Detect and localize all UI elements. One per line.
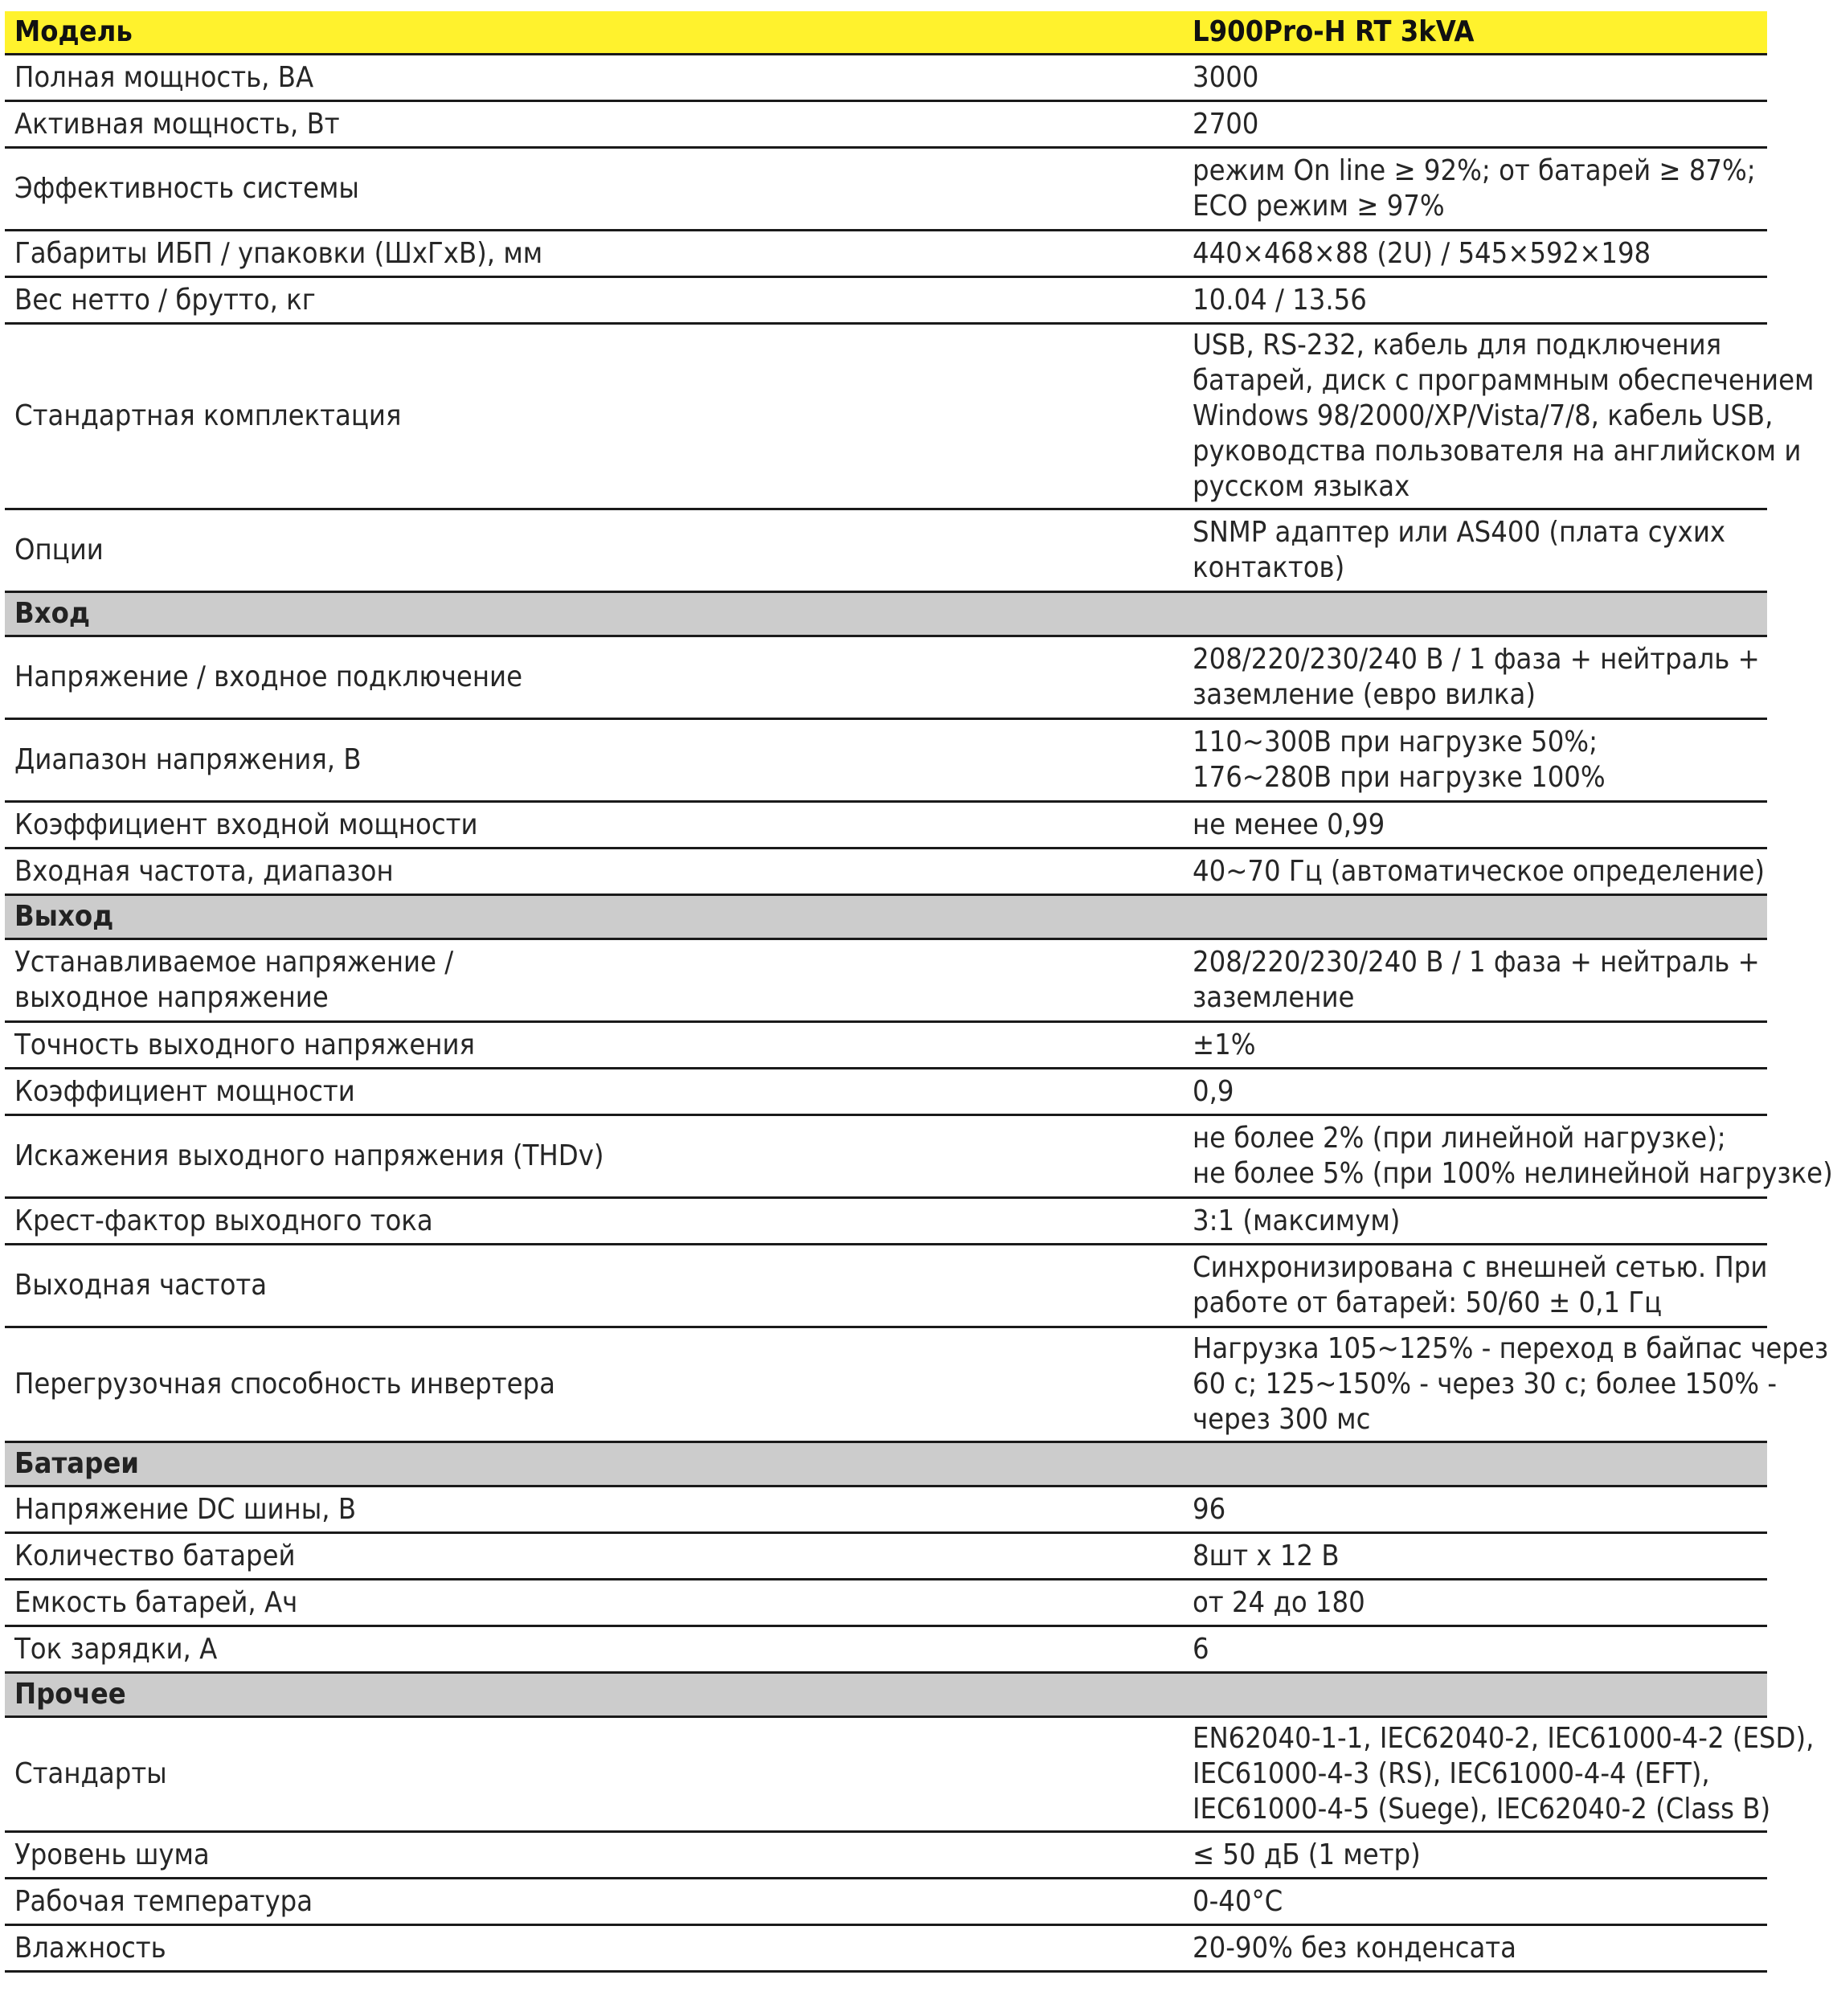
spec-label [5,55,1178,101]
spec-value-line: 10.04 / 13.56 [1193,283,1367,317]
spec-row [5,719,1767,802]
spec-value [1178,1832,1767,1879]
spec-value [1178,148,1767,231]
spec-label [5,849,1178,895]
spec-label [5,939,1178,1022]
spec-value-line: не более 5% (при 100% нелинейной нагрузке) [1193,1157,1833,1190]
spec-label-line: Влажность [14,1931,166,1965]
spec-value [1178,802,1767,849]
spec-label [5,101,1178,148]
spec-value-line: русском языках [1193,470,1410,503]
spec-value [1178,1069,1767,1115]
section-header-row [5,1442,1767,1486]
spec-value-line: 0-40°С [1193,1884,1283,1918]
spec-value-line: 40~70 Гц (автоматическое определение) [1193,854,1765,888]
spec-label-line: Габариты ИБП / упаковки (ШхГхВ), мм [14,236,543,270]
spec-value-line: 176~280В при нагрузке 100% [1193,761,1606,794]
spec-value [1178,1626,1767,1673]
spec-label-line: Напряжение / входное подключение [14,660,523,693]
spec-value [1178,1533,1767,1580]
spec-value [1178,939,1767,1022]
spec-value-line: 96 [1193,1492,1226,1526]
section-header-row [5,895,1767,939]
spec-label-line: Стандарты [14,1757,167,1790]
spec-value [1178,1486,1767,1533]
spec-label [5,1832,1178,1879]
spec-value-line: через 300 мс [1193,1403,1371,1436]
spec-label [5,1115,1178,1198]
spec-row [5,1832,1767,1879]
section-header-row [5,1673,1767,1717]
spec-row [5,939,1767,1022]
spec-row [5,1626,1767,1673]
model-header-row [5,11,1767,55]
spec-label [5,802,1178,849]
spec-label-line: Диапазон напряжения, В [14,743,362,776]
spec-label [5,1533,1178,1580]
spec-value-line: не менее 0,99 [1193,808,1385,841]
spec-value-line: 440×468×88 (2U) / 545×592×198 [1193,236,1651,270]
spec-value-line: USB, RS-232, кабель для подключения [1193,329,1722,362]
spec-row [5,1717,1767,1832]
section-header-row [5,592,1767,636]
spec-value [1178,1879,1767,1925]
spec-label-line: Активная мощность, Вт [14,107,340,141]
spec-row [5,849,1767,895]
spec-label [5,324,1178,509]
spec-label [5,636,1178,719]
spec-label [5,148,1178,231]
spec-value-line: IEC61000-4-5 (Suege), IEC62040-2 (Class B) [1193,1793,1771,1826]
spec-label [5,1626,1178,1673]
spec-label [5,1245,1178,1327]
spec-value-line: 208/220/230/240 В / 1 фаза + нейтраль + [1193,643,1760,676]
spec-label-line: Устанавливаемое напряжение / [14,946,454,979]
spec-row [5,802,1767,849]
spec-row [5,1245,1767,1327]
spec-value [1178,1925,1767,1972]
spec-label-line: Коэффициент входной мощности [14,808,478,841]
model-header-value: L900Pro-H RT 3kVA [1178,11,1767,55]
spec-value [1178,509,1767,592]
spec-label-line: выходное напряжение [14,981,329,1014]
spec-label [5,1717,1178,1832]
spec-value-line: 6 [1193,1632,1209,1666]
spec-row [5,148,1767,231]
section-title: Прочее [5,1673,1178,1717]
spec-label-line: Количество батарей [14,1539,296,1572]
spec-value [1178,277,1767,324]
spec-value-line: 208/220/230/240 В / 1 фаза + нейтраль + [1193,946,1760,979]
spec-value [1178,1717,1815,1832]
spec-label-line: Перегрузочная способность инвертера [14,1368,555,1401]
spec-label [5,1069,1178,1115]
spec-value-line: IEC61000-4-3 (RS), IEC61000-4-4 (EFT), [1193,1757,1710,1790]
spec-row [5,1533,1767,1580]
section-title: Батареи [5,1442,1178,1486]
spec-label [5,1198,1178,1245]
spec-value-line: работе от батарей: 50/60 ± 0,1 Гц [1193,1286,1663,1319]
spec-value-line: 20-90% без конденсата [1193,1931,1516,1965]
spec-value-line: ±1% [1193,1028,1256,1061]
spec-value-line: 60 с; 125~150% - через 30 с; более 150% - [1193,1368,1778,1401]
spec-value-line: 3000 [1193,60,1259,94]
spec-table-body [5,11,1833,1972]
section-header-empty-cell [1178,592,1767,636]
model-header-label: Модель [5,11,1178,55]
spec-label-line: Эффективность системы [14,172,359,205]
spec-value-line: режим On line ≥ 92%; от батарей ≥ 87%; [1193,154,1756,187]
spec-row [5,324,1767,509]
spec-row [5,1327,1767,1442]
spec-label-line: Рабочая температура [14,1884,313,1918]
spec-label-line: Вес нетто / брутто, кг [14,283,316,317]
spec-value [1178,1022,1767,1069]
spec-value-line: Windows 98/2000/XP/Vista/7/8, кабель USB, [1193,399,1774,432]
spec-label [5,1486,1178,1533]
spec-label [5,1022,1178,1069]
spec-value [1178,324,1815,509]
spec-value-line: 2700 [1193,107,1259,141]
spec-label-line: Полная мощность, ВА [14,60,314,94]
spec-label-line: Емкость батарей, Ач [14,1585,298,1619]
spec-value-line: контактов) [1193,551,1345,584]
spec-label-line: Коэффициент мощности [14,1074,355,1108]
spec-label [5,719,1178,802]
spec-value-line: 110~300В при нагрузке 50%; [1193,726,1598,759]
spec-value [1178,1115,1833,1198]
spec-label-line: Ток зарядки, А [14,1632,218,1666]
spec-row [5,1115,1767,1198]
spec-value-line: ≤ 50 дБ (1 метр) [1193,1838,1421,1871]
spec-value [1178,1327,1829,1442]
spec-value [1178,636,1767,719]
spec-label [5,231,1178,277]
spec-value-line: SNMP адаптер или AS400 (плата сухих [1193,516,1726,549]
spec-row [5,1198,1767,1245]
spec-row [5,509,1767,592]
spec-value [1178,719,1767,802]
spec-value-line: Синхронизирована с внешней сетью. При [1193,1251,1768,1284]
spec-label-line: Искажения выходного напряжения (THDv) [14,1139,604,1172]
spec-value-line: ECO режим ≥ 97% [1193,190,1445,223]
spec-value-line: 0,9 [1193,1074,1234,1108]
spec-label [5,277,1178,324]
section-header-empty-cell [1178,1442,1767,1486]
spec-value [1178,849,1767,895]
spec-label-line: Опции [14,534,104,566]
spec-value-line: руководства пользователя на английском и [1193,435,1802,468]
spec-value-line: от 24 до 180 [1193,1585,1365,1619]
spec-row [5,101,1767,148]
spec-label [5,1879,1178,1925]
spec-label-line: Стандартная комплектация [14,399,402,432]
spec-row [5,231,1767,277]
spec-sheet [5,11,1833,1973]
spec-row [5,1022,1767,1069]
spec-value-line: не более 2% (при линейной нагрузке); [1193,1122,1726,1155]
spec-label [5,1327,1178,1442]
spec-table [5,11,1833,1973]
section-title: Выход [5,895,1178,939]
spec-label-line: Уровень шума [14,1838,210,1871]
spec-label [5,1925,1178,1972]
spec-value-line: 3:1 (максимум) [1193,1204,1401,1237]
spec-row [5,1580,1767,1626]
spec-value-line: EN62040-1-1, IEC62040-2, IEC61000-4-2 (ESD), [1193,1722,1815,1755]
spec-label-line: Выходная частота [14,1269,268,1302]
spec-row [5,1879,1767,1925]
spec-row [5,277,1767,324]
spec-value-line: заземление [1193,981,1355,1014]
spec-value [1178,1245,1767,1327]
spec-row [5,55,1767,101]
spec-value [1178,1198,1767,1245]
spec-value-line: 8шт x 12 В [1193,1539,1340,1572]
spec-value-line: Нагрузка 105~125% - переход в байпас через [1193,1332,1829,1365]
section-title: Вход [5,592,1178,636]
spec-value [1178,1580,1767,1626]
section-header-empty-cell [1178,895,1767,939]
spec-value-line: заземление (евро вилка) [1193,678,1536,711]
section-header-empty-cell [1178,1673,1767,1717]
spec-row [5,1925,1767,1972]
spec-label-line: Напряжение DC шины, В [14,1492,357,1526]
spec-label [5,1580,1178,1626]
spec-row [5,636,1767,719]
spec-label [5,509,1178,592]
spec-value [1178,101,1767,148]
spec-row [5,1069,1767,1115]
spec-value-line: батарей, диск с программным обеспечением [1193,364,1815,397]
spec-value [1178,55,1767,101]
spec-value [1178,231,1767,277]
spec-row [5,1486,1767,1533]
spec-label-line: Входная частота, диапазон [14,854,394,888]
spec-label-line: Точность выходного напряжения [14,1028,475,1061]
spec-label-line: Крест-фактор выходного тока [14,1204,433,1237]
